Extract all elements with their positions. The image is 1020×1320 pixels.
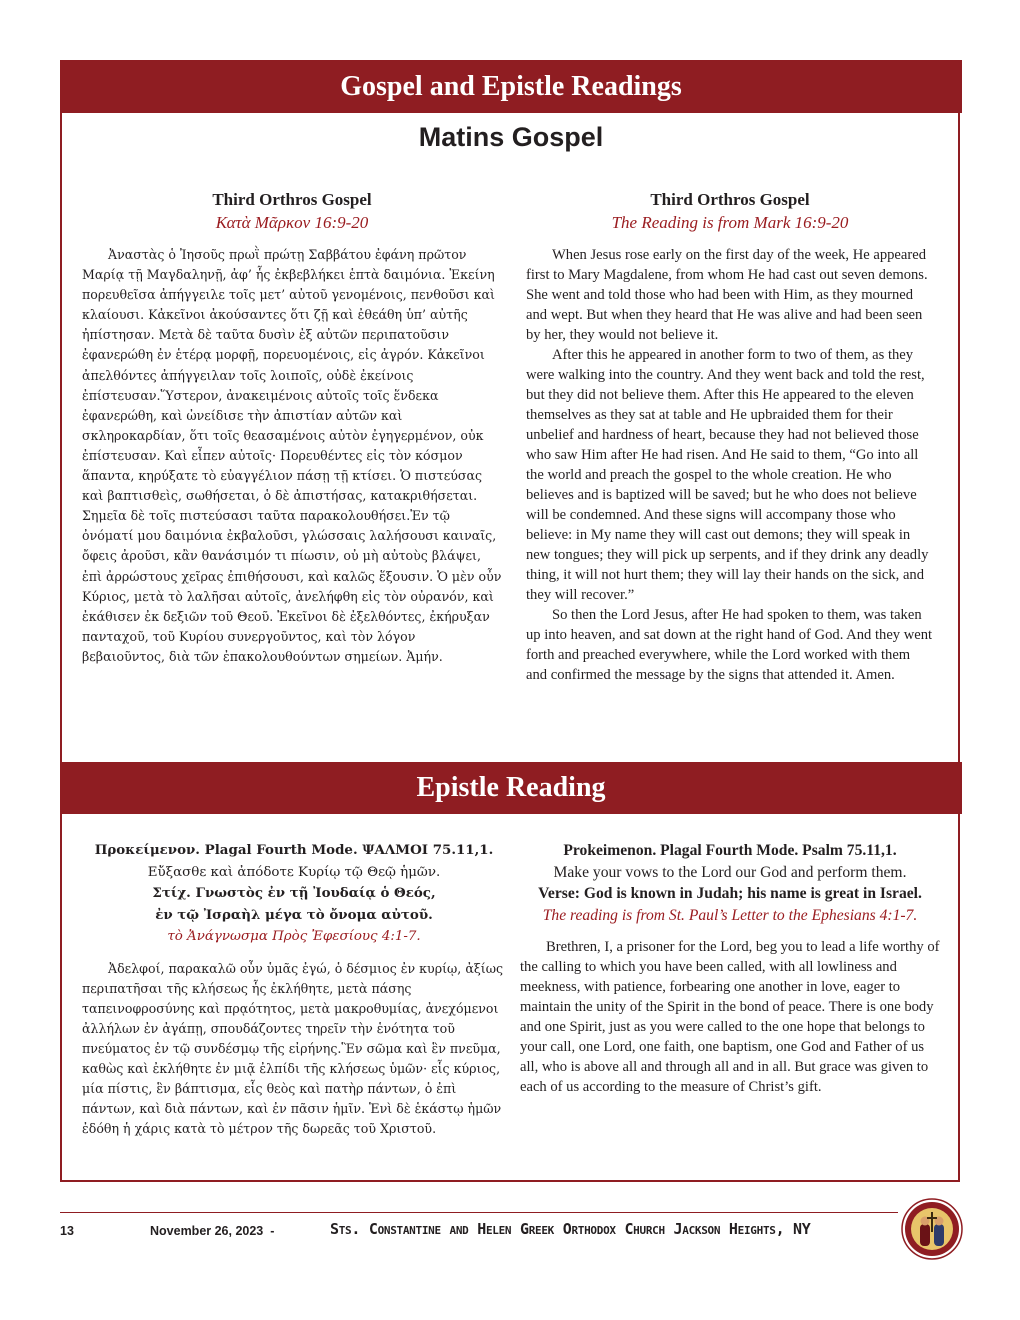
church-seal-logo	[901, 1198, 963, 1260]
page-footer	[60, 1220, 900, 1244]
gospel-greek-reference: Κατὰ Μᾶρκον 16:9-20	[215, 213, 369, 232]
epistle-english-column	[520, 840, 940, 1097]
epistle-greek-prokeimenon	[82, 840, 506, 948]
greek-stichos-2: ἐν τῷ Ἰσραὴλ μέγα τὸ ὄνομα αὐτοῦ.	[155, 906, 433, 923]
epistle-greek-text	[82, 959, 506, 1140]
gospel-english-paragraph: So then the Lord Jesus, after He had spoken to them, was taken up into heaven, and sat down at the right hand of God. And they went forth and preached everywhere, while the Lord worked with them and confirmed the message by the signs that attended it. Amen.	[526, 607, 933, 683]
gospel-english-paragraph: When Jesus rose early on the first day of the week, He appeared first to Mary Magdalene, from whom He had cast out seven demons. She went and told those who had been with Him, as they mourned and wept. But when they heard that He was alive and had been seen by her, they would not believe it.	[526, 247, 928, 343]
banner-epistle-reading: Epistle Reading	[60, 762, 962, 814]
banner-gospel-epistle: Gospel and Epistle Readings	[60, 60, 962, 113]
gospel-greek-column	[82, 188, 502, 667]
epistle-english-reference: The reading is from St. Paul’s Letter to the Ephesians 4:1-7.	[542, 906, 918, 924]
english-prokeimenon-line: Prokeimenon. Plagal Fourth Mode. Psalm 75.11,1.	[563, 842, 897, 859]
gospel-greek-text	[82, 245, 502, 667]
epistle-greek-column	[82, 840, 506, 1139]
greek-verse: Εὔξασθε καὶ ἀπόδοτε Κυρίῳ τῷ Θεῷ ἡμῶν.	[147, 864, 441, 880]
matins-gospel-title: Matins Gospel	[418, 122, 604, 152]
church-seal-icon	[901, 1198, 963, 1260]
english-verse: Make your vows to the Lord our God and perform them.	[553, 863, 907, 881]
gospel-english-heading: Third Orthros Gospel	[650, 190, 810, 209]
greek-prokeimenon-line: Προκείμενον. Plagal Fourth Mode. ΨΑΛΜΟΙ 75.11,1.	[94, 842, 494, 858]
footer-church-name: Sts. Constantine and Helen Greek Orthodox Church Jackson Heights, NY	[330, 1220, 811, 1238]
footer-date	[150, 1224, 274, 1238]
gospel-greek-paragraph: Ἀναστὰς ὁ Ἰησοῦς πρωῒ πρώτῃ Σαββάτου ἐφάνη πρῶτον Μαρίᾳ τῇ Μαγδαληνῇ, ἀφ’ ἧς ἐκβεβλήκει ἑπτὰ δαιμόνια. Ἐκείνη πορευθεῖσα ἀπήγγειλε τοῖς μετ’ αὐτοῦ γενομένοις, πενθοῦσι καὶ κλαίουσι. Κἀκεῖνοι ἀκούσαντες ὅτι ζῇ καὶ ἐθεάθη ὑπ’ αὐτῆς ἠπίστησαν. Μετὰ δὲ ταῦτα δυσὶν ἐξ αὐτῶν περιπατοῦσιν ἐφανερώθη ἐν ἑτέρᾳ μορφῇ, πορευομένοις, εἰς ἀγρόν. Κἀκεῖνοι ἀπελθόντες ἀπήγγειλαν τοῖς λοιποῖς, οὐδὲ ἐκείνοις ἐπίστευσαν.Ὕστερον, ἀνακειμένοις αὐτοῖς τοῖς ἕνδεκα ἐφανερώθη, καὶ ὠνείδισε τὴν ἀπιστίαν αὐτῶν καὶ σκληροκαρδίαν, ὅτι τοῖς θεασαμένοις αὐτὸν ἐγηγερμένον, οὐκ ἐπίστευσαν. Καὶ εἶπεν αὐτοῖς· Πορευθέντες εἰς τὸν κόσμον ἅπαντα, κηρύξατε τὸ εὐαγγέλιον πάσῃ τῇ κτίσει. Ὁ πιστεύσας καὶ βαπτισθεὶς, σωθήσεται, ὁ δὲ ἀπιστήσας, κατακριθήσεται. Σημεῖα δὲ τοῖς πιστεύσασι ταῦτα παρακολουθήσει.Ἐν τῷ ὀνόματί μου δαιμόνια ἐκβαλοῦσι, γλώσσαις λαλήσουσι καιναῖς, ὄφεις ἀροῦσι, κἂν θανάσιμόν τι πίωσιν, οὐ μὴ αὐτοὺς βλάψει, ἐπὶ ἀρρώστους χεῖρας ἐπιθήσουσι, καὶ καλῶς ἕξουσιν. Ὁ μὲν οὖν Κύριος, μετὰ τὸ λαλῆσαι αὐτοῖς, ἀνελήφθη εἰς τὸν οὐρανόν, καὶ ἐκάθισεν ἐκ δεξιῶν τοῦ Θεοῦ. Ἐκεῖνοι δὲ ἐξελθόντες, ἐκήρυξαν πανταχοῦ, τοῦ Κυρίου συνεργοῦντος, καὶ τὸν λόγον βεβαιοῦντος, διὰ τῶν ἐπακολουθούντων σημείων. Ἀμήν.	[82, 247, 502, 664]
footer-rule	[60, 1212, 898, 1213]
date-text: November 26, 2023	[150, 1224, 264, 1238]
epistle-english-text	[520, 937, 940, 1097]
epistle-english-prokeimenon	[520, 840, 940, 926]
epistle-greek-paragraph: Ἀδελφοί, παρακαλῶ οὖν ὑμᾶς ἐγώ, ὁ δέσμιος ἐν κυρίῳ, ἀξίως περιπατῆσαι τῆς κλήσεως ἧς ἐκλήθητε, μετὰ πάσης ταπεινοφροσύνης καὶ πρᾳότητος, μετὰ μακροθυμίας, ἀνεχόμενοι ἀλλήλων ἐν ἀγάπῃ, σπουδάζοντες τηρεῖν τὴν ἑνότητα τοῦ πνεύματος ἐν τῷ συνδέσμῳ τῆς εἰρήνης.Ἓν σῶμα καὶ ἓν πνεῦμα, καθὼς καὶ ἐκλήθητε ἐν μιᾷ ἐλπίδι τῆς κλήσεως ὑμῶν· εἷς κύριος, μία πίστις, ἓν βάπτισμα, εἷς θεὸς καὶ πατὴρ πάντων, ὁ ἐπὶ πάντων, καὶ διὰ πάντων, καὶ ἐν πᾶσιν ἡμῖν. Ἑνὶ δὲ ἑκάστῳ ἡμῶν ἐδόθη ἡ χάρις κατὰ τὸ μέτρον τῆς δωρεᾶς τοῦ Χριστοῦ.	[82, 960, 504, 1137]
greek-stichos: Στίχ. Γνωστὸς ἐν τῇ Ἰουδαίᾳ ὁ Θεός,	[152, 885, 436, 901]
epistle-english-paragraph: Brethren, I, a prisoner for the Lord, beg you to lead a life worthy of the calling to which you have been called, with all lowliness and meekness, with patience, forbearing one another in love, eager to maintain the unity of the Spirit in the bond of peace. There is one body and one Spirit, just as you were called to the one hope that belongs to your call, one Lord, one faith, one baptism, one God and Father of us all, who is above all and through all and in all. But grace was given to each of us according to the measure of Christ’s gift.	[520, 939, 940, 1095]
epistle-greek-reference: τὸ Ἀνάγνωσμα Πρὸς Ἐφεσίους 4:1-7.	[167, 929, 421, 944]
page-number: 13	[60, 1224, 74, 1238]
gospel-english-paragraph: After this he appeared in another form to two of them, as they were walking into the country. And they went back and told the rest, but they did not believe them. After this He appeared to the eleven themselves as they sat at table and He upbraided them for their unbelief and hardness of heart, because they had not believed those who saw Him after He had risen. And He said to them, “Go into all the world and preach the gospel to the whole creation. He who believes and is baptized will be saved; but he who does not believe will be condemned. And these signs will accompany those who believe: in My name they will cast out demons; they will speak in new tongues; they will pick up serpents, and if they drink any deadly thing, it will not hurt them; they will lay their hands on the sick, and they will recover.”	[526, 347, 929, 603]
gospel-english-text	[526, 245, 934, 685]
footer-separator: -	[270, 1224, 275, 1238]
gospel-greek-heading: Third Orthros Gospel	[212, 190, 372, 209]
english-stichos: Verse: God is known in Judah; his name is great in Israel.	[538, 885, 922, 902]
gospel-english-column	[526, 188, 934, 685]
gospel-english-reference: The Reading is from Mark 16:9-20	[611, 213, 849, 232]
